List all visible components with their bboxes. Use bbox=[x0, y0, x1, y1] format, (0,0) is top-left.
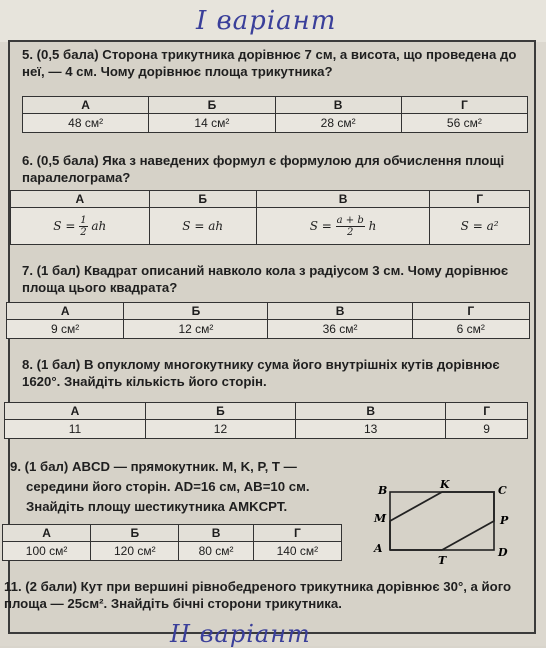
answer-option-a: 11 bbox=[5, 420, 146, 439]
vertex-label-a: A bbox=[374, 542, 383, 555]
answer-option-b: 120 см² bbox=[91, 542, 179, 561]
handwritten-next-variant-title: II варіант bbox=[170, 620, 311, 648]
question-6-answer-table bbox=[10, 190, 530, 245]
answer-header-a: А bbox=[7, 303, 124, 320]
answer-option-c bbox=[256, 208, 429, 245]
answer-header-a: А bbox=[5, 403, 146, 420]
answer-option-b: S = ah bbox=[149, 208, 256, 245]
answer-option-d: 9 bbox=[446, 420, 528, 439]
answer-option-d: 140 см² bbox=[253, 542, 341, 561]
answer-option-a: 100 см² bbox=[3, 542, 91, 561]
fraction-one-half bbox=[79, 215, 87, 238]
handwritten-variant-title: I варіант bbox=[196, 6, 337, 36]
vertex-label-k: K bbox=[440, 478, 450, 491]
answer-header-d: Г bbox=[412, 303, 529, 320]
answer-option-a bbox=[11, 208, 150, 245]
question-8-text: 8. (1 бал) В опуклому многокутнику сума його внутрішніх кутів дорівнює 1620°. Знайдіть кількість його сторін. bbox=[22, 357, 500, 389]
answer-option-c: 36 см² bbox=[268, 320, 412, 339]
answer-header-b: Б bbox=[124, 303, 268, 320]
answer-header-c: В bbox=[296, 403, 446, 420]
answer-option-b: 12 см² bbox=[124, 320, 268, 339]
rectangle-abcd bbox=[390, 492, 494, 550]
answer-option-d: 6 см² bbox=[412, 320, 529, 339]
question-7-answer-table bbox=[6, 302, 530, 339]
answer-header-a: А bbox=[23, 97, 149, 114]
answer-header-c: В bbox=[268, 303, 412, 320]
formula-lhs: S = bbox=[53, 218, 76, 233]
answer-header-a: А bbox=[11, 191, 150, 208]
answer-header-d: Г bbox=[446, 403, 528, 420]
answer-option-c: 80 см² bbox=[179, 542, 253, 561]
answer-header-b: Б bbox=[91, 525, 179, 542]
question-11-text: 11. (2 бали) Кут при вершині рівнобедреного трикутника дорівнює 30°, а його площа — 25см². Знайдіть бічні сторони трикутника. bbox=[4, 579, 512, 611]
question-8-answer-table bbox=[4, 402, 528, 439]
vertex-label-m: M bbox=[374, 512, 387, 525]
answer-option-a: 9 см² bbox=[7, 320, 124, 339]
question-5-text: 5. (0,5 бала) Сторона трикутника дорівнює 7 см, а висота, що проведена до неї, — 4 см. Чому дорівнює площа трикутника? bbox=[22, 47, 517, 79]
answer-header-d: Г bbox=[401, 97, 527, 114]
answer-option-d: S = a² bbox=[430, 208, 530, 245]
answer-option-d: 56 см² bbox=[401, 114, 527, 133]
question-9-text-line-3: Знайдіть площу шестикутника AMKCPT. bbox=[26, 499, 288, 514]
vertex-label-b: B bbox=[378, 484, 388, 497]
answer-header-c: В bbox=[256, 191, 429, 208]
rectangle-hexagon-diagram bbox=[370, 478, 520, 568]
vertex-label-d: D bbox=[498, 546, 508, 559]
formula-rhs: ah bbox=[91, 218, 107, 233]
answer-option-a: 48 см² bbox=[23, 114, 149, 133]
fraction-numerator: 1 bbox=[80, 214, 87, 226]
fraction-a-plus-b-over-2 bbox=[336, 215, 365, 238]
fraction-denominator: 2 bbox=[80, 226, 87, 238]
vertex-label-p: P bbox=[500, 514, 509, 527]
hexagon-amkcpt bbox=[390, 492, 494, 550]
answer-header-b: Б bbox=[149, 191, 256, 208]
formula-lhs: S = bbox=[309, 218, 332, 233]
question-6-text: 6. (0,5 бала) Яка з наведених формул є формулою для обчислення площі паралелограма? bbox=[22, 153, 505, 185]
answer-header-d: Г bbox=[253, 525, 341, 542]
question-9-answer-table bbox=[2, 524, 342, 561]
answer-header-a: А bbox=[3, 525, 91, 542]
question-9-text-line-2: середини його сторін. AD=16 см, AB=10 см. bbox=[26, 479, 310, 494]
vertex-label-t: T bbox=[438, 554, 447, 567]
question-7-text: 7. (1 бал) Квадрат описаний навколо кола з радіусом 3 см. Чому дорівнює площа цього квадрата? bbox=[22, 263, 509, 295]
fraction-numerator: a + b bbox=[336, 214, 364, 226]
answer-header-c: В bbox=[275, 97, 401, 114]
question-9-text-line-1: 9. (1 бал) ABCD — прямокутник. M, K, P, T — bbox=[10, 459, 297, 474]
fraction-denominator: 2 bbox=[347, 226, 354, 238]
answer-header-b: Б bbox=[145, 403, 295, 420]
answer-option-b: 12 bbox=[145, 420, 295, 439]
answer-header-d: Г bbox=[430, 191, 530, 208]
answer-header-b: Б bbox=[149, 97, 275, 114]
answer-header-c: В bbox=[179, 525, 253, 542]
formula-rhs: h bbox=[368, 218, 377, 233]
answer-option-c: 28 см² bbox=[275, 114, 401, 133]
question-5-answer-table bbox=[22, 96, 528, 133]
answer-option-b: 14 см² bbox=[149, 114, 275, 133]
answer-option-c: 13 bbox=[296, 420, 446, 439]
vertex-label-c: C bbox=[498, 484, 507, 497]
